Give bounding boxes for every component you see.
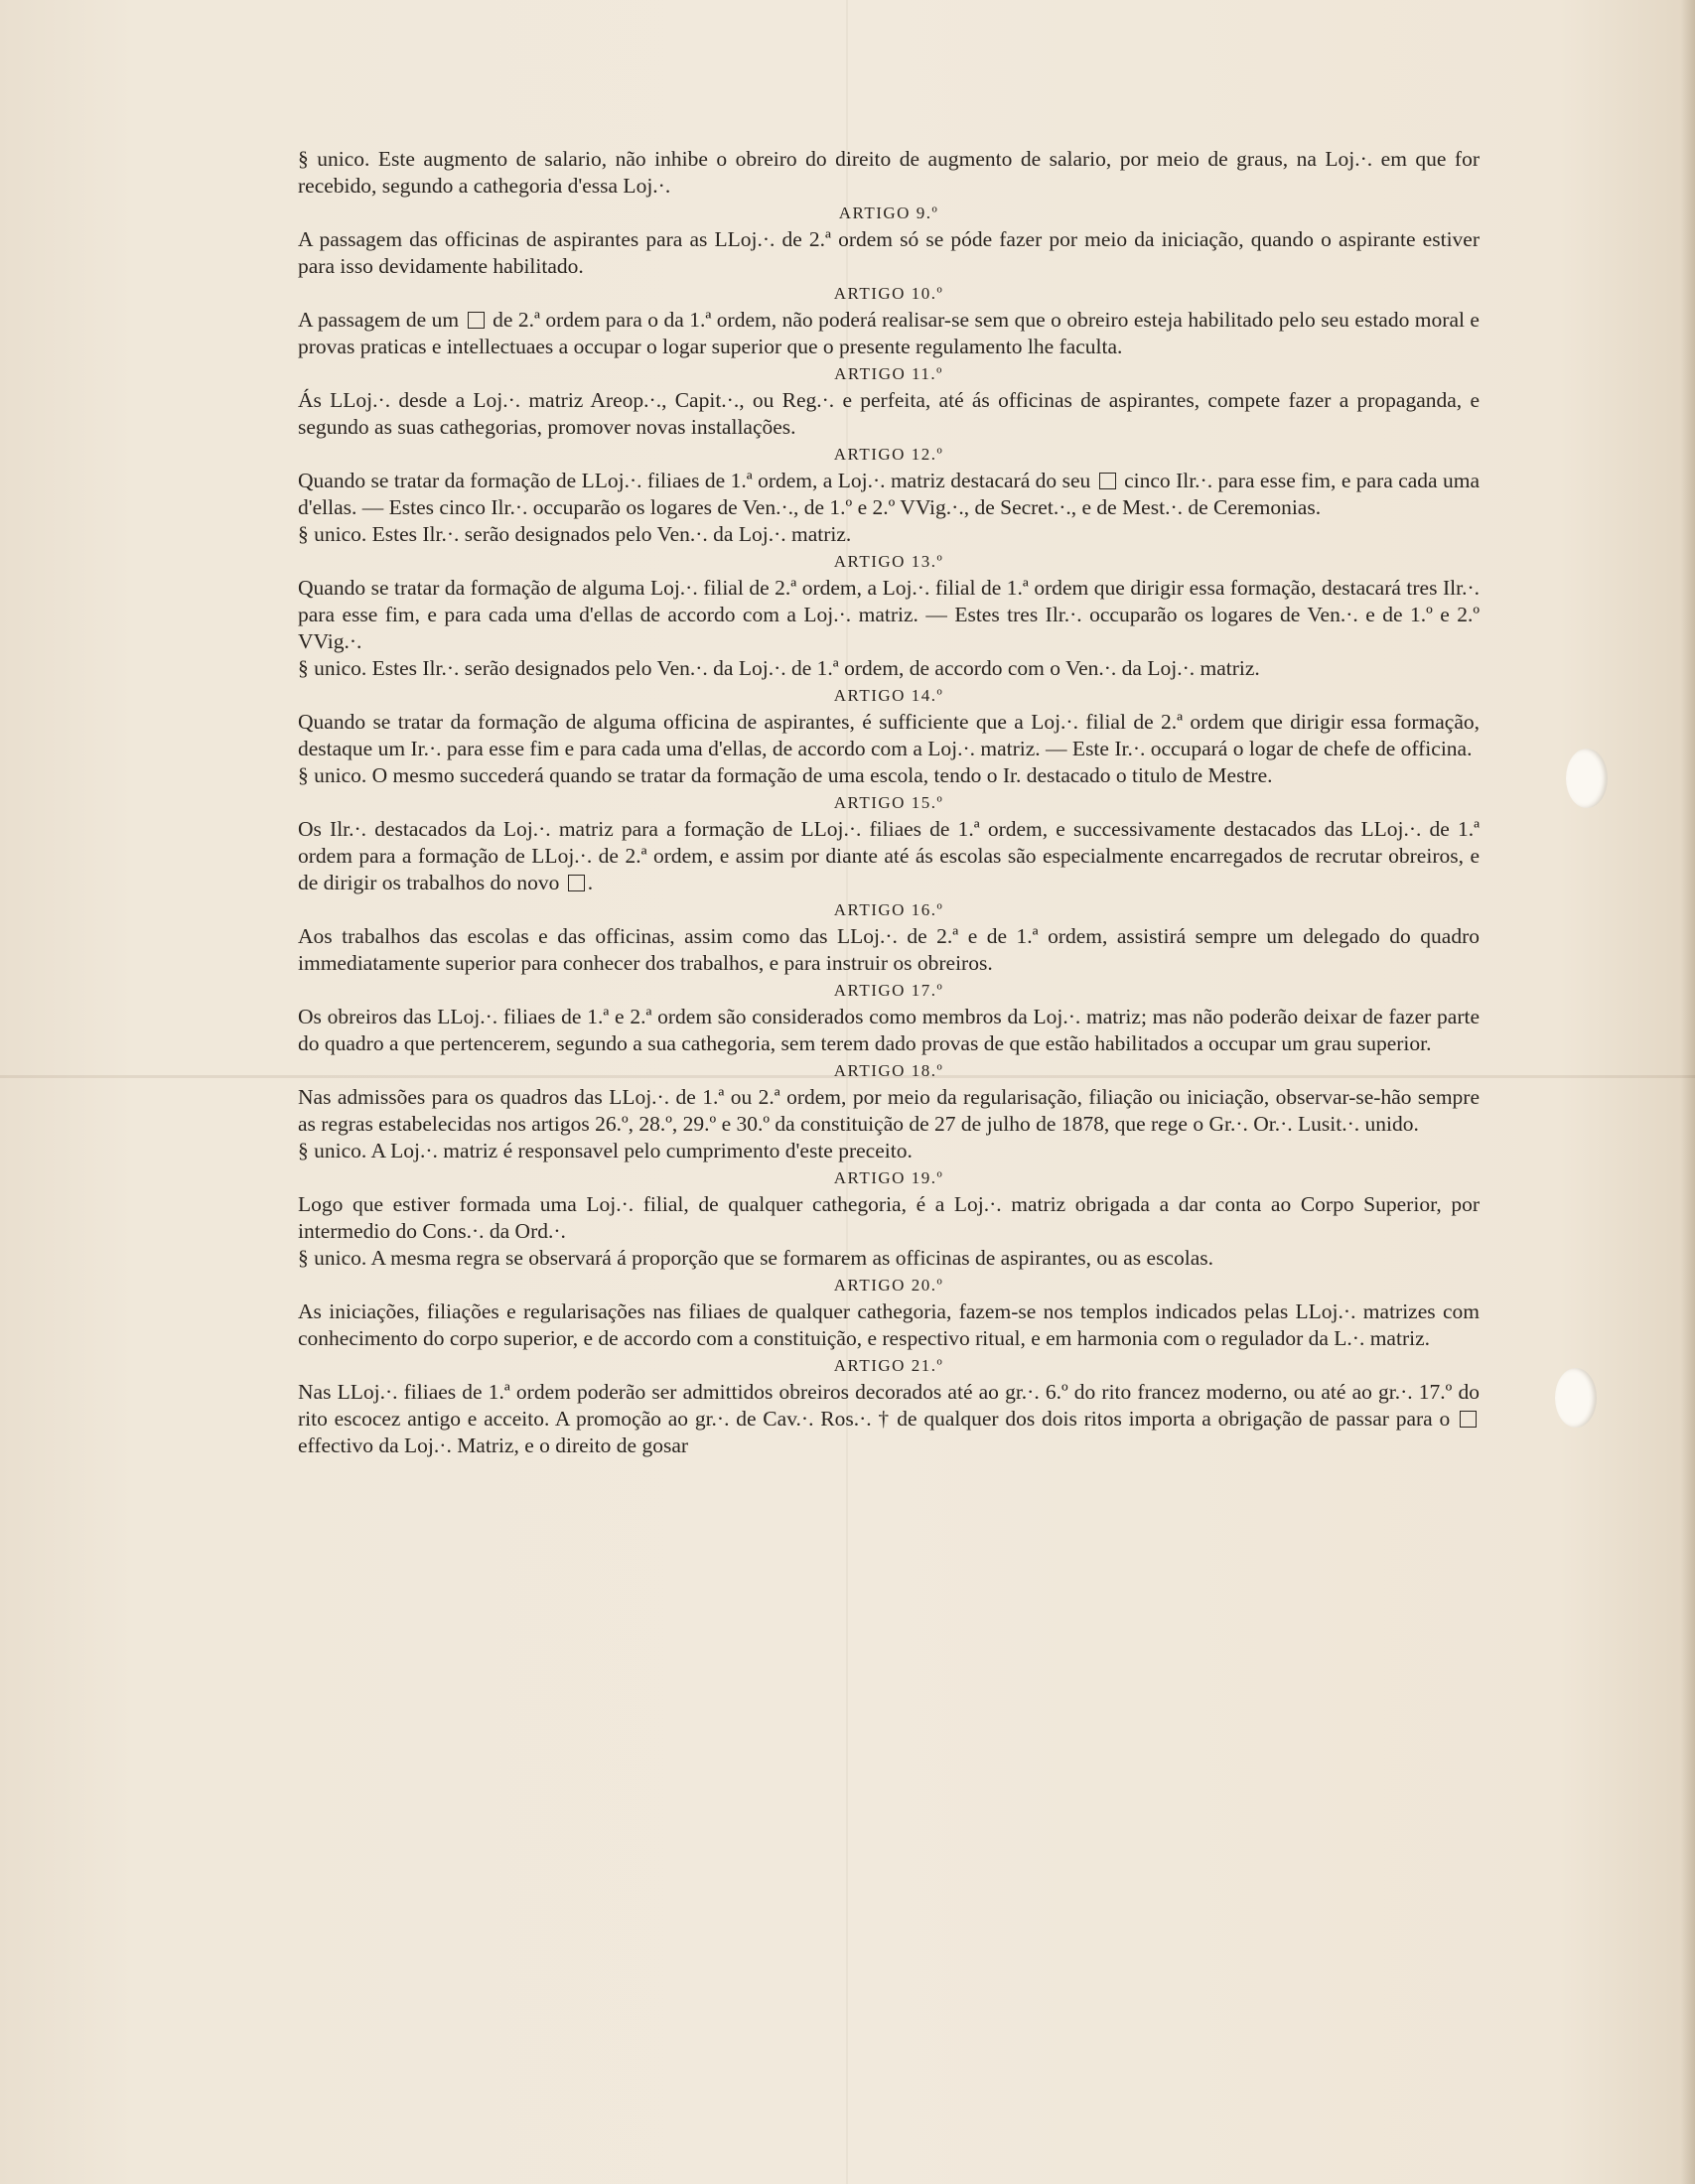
article-paragraph	[298, 226, 1480, 280]
intro-section-paragraph: § unico. Este augmento de salario, não inhibe o obreiro do direito de augmento de salario, por meio de graus, na Loj.·. em que for recebido, segundo a cathegoria d'essa Loj.·.	[298, 147, 1480, 198]
paragraph-text: § unico. Estes Ilr.·. serão designados pelo Ven.·. da Loj.·. matriz.	[298, 522, 852, 546]
paragraph-text: Quando se tratar da formação de alguma officina de aspirantes, é sufficiente que a Loj.·. filial de 2.ª ordem que dirigir essa formação, destaque um Ir.·. para esse fim e para cada uma d'ellas, de accordo com a Loj.·. matriz. — Este Ir.·. occupará o logar de chefe de officina.	[298, 710, 1480, 760]
paragraph-text: de 2.ª ordem para o da 1.ª ordem, não poderá realisar-se sem que o obreiro esteja habilitado pelo seu estado moral e provas praticas e intellectuaes a occupar o logar superior que o presente regulamento lhe faculta.	[298, 308, 1480, 358]
lodge-square-symbol	[468, 312, 485, 329]
paragraph-text: A passagem de um	[298, 308, 465, 332]
article-heading: ARTIGO 12.º	[833, 445, 944, 464]
article-paragraph	[298, 307, 1480, 360]
article-heading: ARTIGO 15.º	[833, 793, 944, 812]
paragraph-text: As iniciações, filiações e regularisações nas filiaes de qualquer cathegoria, fazem-se nos templos indicados pelas LLoj.·. matrizes com conhecimento do corpo superior, e de accordo com a constituição, e respectivo ritual, e em harmonia com o regulador da L.·. matriz.	[298, 1299, 1480, 1350]
lodge-square-symbol	[568, 875, 585, 891]
article-paragraph	[298, 923, 1480, 977]
section-paragraph	[298, 521, 1480, 548]
binding-hole-bottom	[1555, 1368, 1597, 1428]
article-paragraph	[298, 1191, 1480, 1245]
lodge-square-symbol	[1460, 1411, 1477, 1428]
paragraph-text: Aos trabalhos das escolas e das officinas, assim como das LLoj.·. de 2.ª e de 1.ª ordem, assistirá sempre um delegado do quadro immediatamente superior para conhecer dos trabalhos, e para instruir os obreiros.	[298, 924, 1480, 975]
article-paragraph	[298, 1084, 1480, 1138]
paragraph-text: effectivo da Loj.·. Matriz, e o direito de gosar	[298, 1433, 689, 1457]
article-heading: ARTIGO 11.º	[834, 364, 943, 383]
paragraph-text: § unico. O mesmo succederá quando se tratar da formação de uma escola, tendo o Ir. destacado o titulo de Mestre.	[298, 763, 1273, 787]
paragraph-text: § unico. Estes Ilr.·. serão designados pelo Ven.·. da Loj.·. de 1.ª ordem, de accordo com o Ven.·. da Loj.·. matriz.	[298, 656, 1260, 680]
article-paragraph	[298, 709, 1480, 762]
article-paragraph	[298, 1004, 1480, 1057]
article-heading: ARTIGO 10.º	[833, 284, 944, 303]
article-paragraph	[298, 468, 1480, 521]
paragraph-text: cinco Ilr.·. para esse fim, e para cada uma d'ellas. — Estes cinco Ilr.·. occuparão os logares de Ven.·., de 1.º e 2.º VVig.·., de Secret.·., e de Mest.·. de Ceremonias.	[298, 469, 1481, 519]
section-paragraph	[298, 655, 1480, 682]
section-paragraph	[298, 762, 1480, 789]
document-body	[298, 146, 1480, 1459]
article-heading: ARTIGO 19.º	[833, 1168, 944, 1187]
binding-hole-top	[1566, 749, 1608, 808]
article-heading: ARTIGO 16.º	[833, 900, 944, 919]
paragraph-text: Os obreiros das LLoj.·. filiaes de 1.ª e 2.ª ordem são considerados como membros da Loj.·. matriz; mas não poderão deixar de fazer parte do quadro a que pertencerem, segundo a sua cathegoria, sem terem dado provas de que estão habilitados a occupar um grau superior.	[298, 1005, 1480, 1055]
article-heading: ARTIGO 18.º	[833, 1061, 944, 1080]
section-paragraph	[298, 1138, 1480, 1164]
paragraph-text: Logo que estiver formada uma Loj.·. filial, de qualquer cathegoria, é a Loj.·. matriz obrigada a dar conta ao Corpo Superior, por intermedio do Cons.·. da Ord.·.	[298, 1192, 1480, 1243]
paragraph-text: Quando se tratar da formação de alguma Loj.·. filial de 2.ª ordem, a Loj.·. filial de 1.ª ordem que dirigir essa formação, destacará tres Ilr.·. para esse fim, e para cada uma d'ellas de accordo com a Loj.·. matriz. — Estes tres Ilr.·. occuparão os logares de Ven.·. e de 1.º e 2.º VVig.·.	[298, 576, 1480, 653]
article-paragraph	[298, 1379, 1480, 1459]
section-paragraph	[298, 1245, 1480, 1272]
paragraph-text: § unico. A Loj.·. matriz é responsavel pelo cumprimento d'este preceito.	[298, 1139, 913, 1162]
article-paragraph	[298, 1298, 1480, 1352]
article-heading: ARTIGO 21.º	[833, 1356, 944, 1375]
paragraph-text: Quando se tratar da formação de LLoj.·. filiaes de 1.ª ordem, a Loj.·. matriz destacará do seu	[298, 469, 1096, 492]
article-heading: ARTIGO 14.º	[833, 686, 944, 705]
article-heading: ARTIGO 9.º	[838, 204, 939, 222]
lodge-square-symbol	[1099, 473, 1116, 489]
paragraph-text: Ás LLoj.·. desde a Loj.·. matriz Areop.·., Capit.·., ou Reg.·. e perfeita, até ás officinas de aspirantes, compete fazer a propaganda, e segundo as suas cathegorias, promover novas installações.	[298, 388, 1480, 439]
paragraph-text: A passagem das officinas de aspirantes para as LLoj.·. de 2.ª ordem só se póde fazer por meio da iniciação, quando o aspirante estiver para isso devidamente habilitado.	[298, 227, 1480, 278]
article-heading: ARTIGO 20.º	[833, 1276, 944, 1295]
paragraph-text: § unico. A mesma regra se observará á proporção que se formarem as officinas de aspirantes, ou as escolas.	[298, 1246, 1213, 1270]
article-paragraph	[298, 575, 1480, 655]
article-heading: ARTIGO 17.º	[833, 981, 944, 1000]
paragraph-text: Nas admissões para os quadros das LLoj.·. de 1.ª ou 2.ª ordem, por meio da regularisação, filiação ou iniciação, observar-se-hão sempre as regras estabelecidas nos artigos 26.º, 28.º, 29.º e 30.º da constituição de 27 de julho de 1878, que rege o Gr.·. Or.·. Lusit.·. unido.	[298, 1085, 1480, 1136]
paragraph-text: .	[587, 871, 594, 894]
paragraph-text: Nas LLoj.·. filiaes de 1.ª ordem poderão ser admittidos obreiros decorados até ao gr.·. 6.º do rito francez moderno, ou até ao gr.·. 17.º do rito escocez antigo e acceito. A promoção ao gr.·. de Cav.·. Ros.·. † de qualquer dos dois ritos importa a obrigação de passar para o	[298, 1380, 1480, 1431]
article-paragraph	[298, 387, 1480, 441]
article-paragraph	[298, 816, 1480, 896]
article-heading: ARTIGO 13.º	[833, 552, 944, 571]
paragraph-text: Os Ilr.·. destacados da Loj.·. matriz para a formação de LLoj.·. filiaes de 1.ª ordem, e successivamente destacados das LLoj.·. de 1.ª ordem para a formação de LLoj.·. de 2.ª ordem, e assim por diante até ás escolas são especialmente encarregados de recrutar obreiros, e de dirigir os trabalhos do novo	[298, 817, 1480, 894]
paper-edge-shadow	[1681, 0, 1695, 2184]
